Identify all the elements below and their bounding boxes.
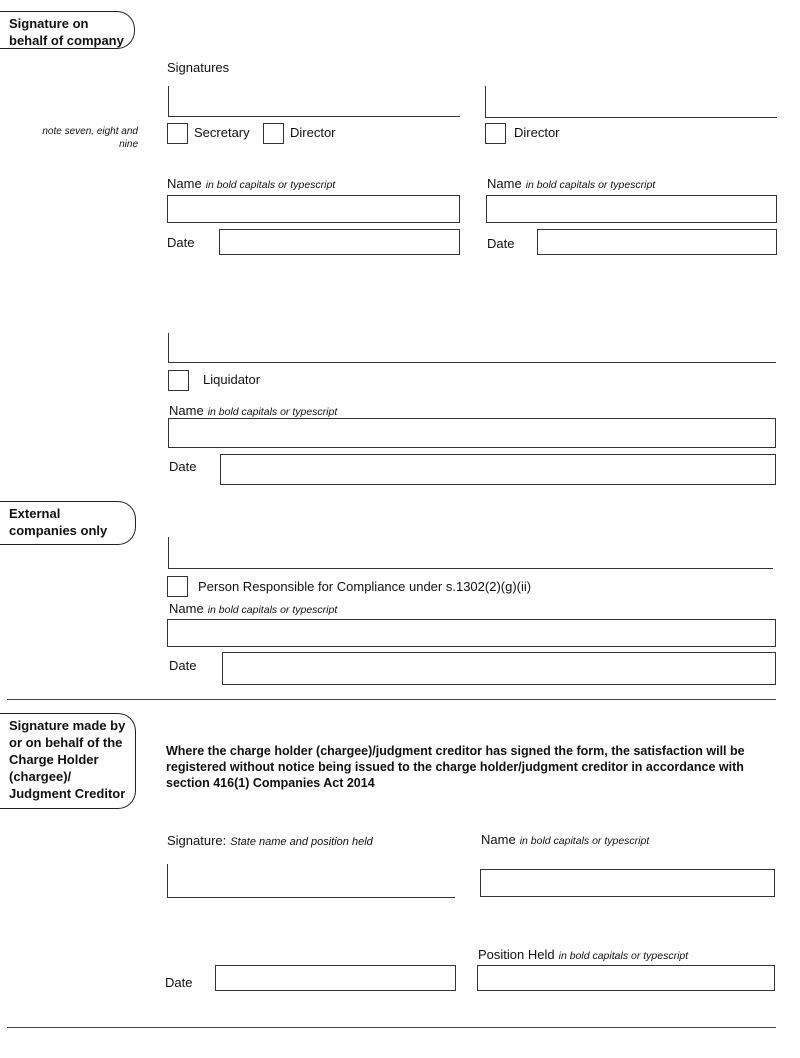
- name-field-external[interactable]: [167, 619, 776, 647]
- signature-line-right[interactable]: [485, 86, 777, 118]
- name-field-left[interactable]: [167, 195, 460, 223]
- date-label-liquidator: Date: [169, 459, 197, 474]
- person-responsible-label: Person Responsible for Compliance under s.1302(2)(g)(ii): [198, 579, 532, 594]
- director-label-left: Director: [290, 125, 336, 140]
- signature-line-chargeholder[interactable]: [167, 864, 455, 898]
- signature-line-external[interactable]: [168, 537, 773, 569]
- date-label-right: Date: [487, 236, 515, 251]
- section-divider-top: [7, 699, 776, 700]
- director-checkbox-right[interactable]: [485, 123, 506, 144]
- section-tab-external-label: External companies only: [9, 506, 108, 538]
- section-tab-company: [0, 11, 135, 49]
- name-field-chargeholder[interactable]: [480, 869, 775, 897]
- signature-line-liquidator[interactable]: [168, 333, 776, 363]
- name-label-right: Name in bold capitals or typescript: [487, 176, 656, 191]
- secretary-checkbox[interactable]: [167, 123, 188, 144]
- director-checkbox-left[interactable]: [263, 123, 284, 144]
- signatures-label: Signatures: [167, 60, 230, 75]
- date-field-external[interactable]: [222, 652, 776, 685]
- name-field-right[interactable]: [486, 195, 777, 223]
- date-label-left: Date: [167, 235, 195, 250]
- director-label-right: Director: [514, 125, 560, 140]
- section-tab-chargeholder: [0, 713, 136, 809]
- date-field-right[interactable]: [537, 229, 777, 255]
- signature-label-chargeholder: Signature: State name and position held: [167, 833, 373, 848]
- date-label-chargeholder: Date: [165, 975, 193, 990]
- position-held-label: Position Held in bold capitals or typescript: [478, 947, 689, 962]
- name-label-external: Name in bold capitals or typescript: [169, 601, 338, 616]
- note-reference: note seven, eight and nine: [42, 126, 138, 150]
- name-label-left: Name in bold capitals or typescript: [167, 176, 336, 191]
- date-field-liquidator[interactable]: [220, 454, 776, 485]
- name-label-chargeholder: Name in bold capitals or typescript: [481, 832, 650, 847]
- name-field-liquidator[interactable]: [168, 418, 776, 448]
- signature-line-left[interactable]: [168, 86, 460, 117]
- position-held-field[interactable]: [477, 965, 775, 991]
- date-field-left[interactable]: [219, 229, 460, 255]
- person-responsible-checkbox[interactable]: [167, 576, 188, 597]
- liquidator-label: Liquidator: [203, 372, 261, 387]
- liquidator-checkbox[interactable]: [168, 370, 189, 391]
- section-tab-company-label: Signature on behalf of company: [9, 16, 124, 48]
- section-tab-chargeholder-label: Signature made by or on behalf of the Charge Holder (chargee)/ Judgment Creditor: [9, 718, 126, 801]
- name-label-liquidator: Name in bold capitals or typescript: [169, 403, 338, 418]
- date-label-external: Date: [169, 658, 197, 673]
- section-divider-bottom: [7, 1027, 776, 1028]
- section-tab-external: [0, 501, 136, 545]
- chargeholder-notice: Where the charge holder (chargee)/judgment creditor has signed the form, the satisfaction will be registered without notice being issued to the charge holder/judgment creditor in accordance with section 416(1) Companies Act 2014: [166, 744, 745, 790]
- date-field-chargeholder[interactable]: [215, 965, 456, 991]
- secretary-label: Secretary: [194, 125, 250, 140]
